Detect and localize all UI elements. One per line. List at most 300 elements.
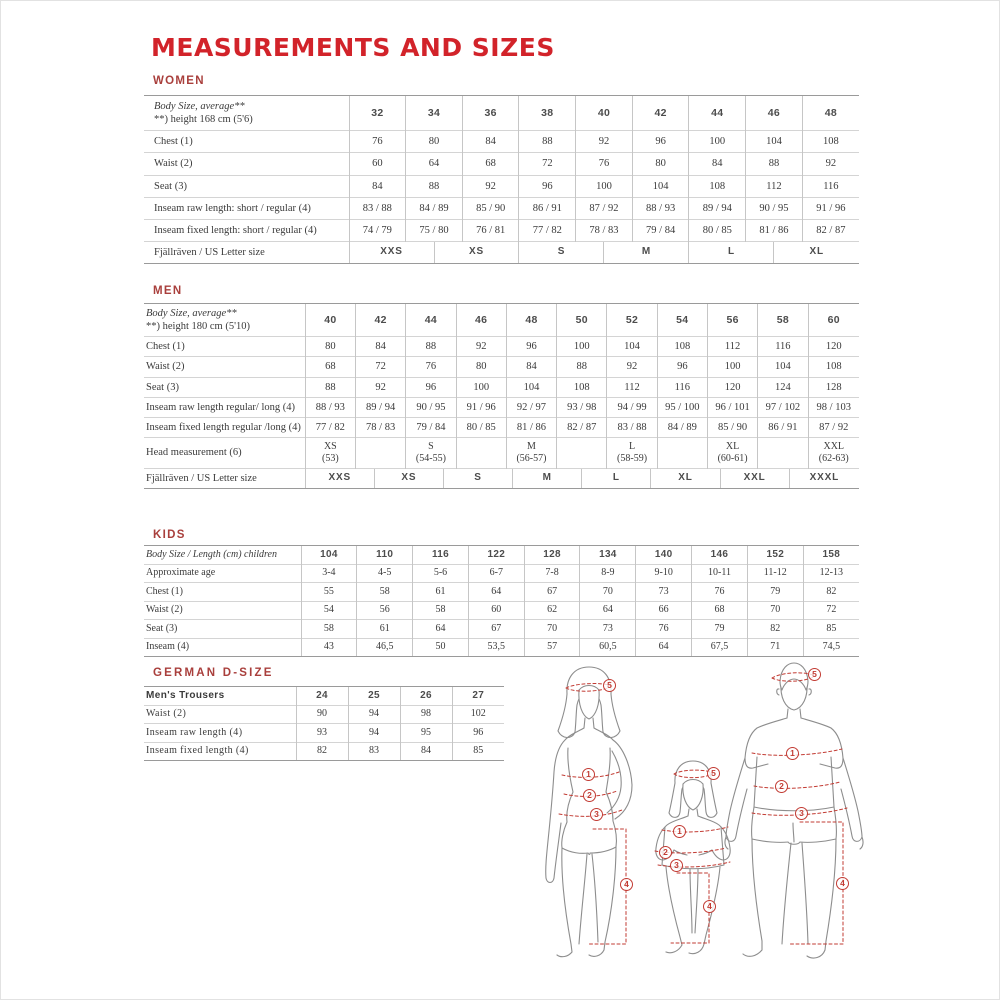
woman-chest-marker: 1 (582, 768, 595, 781)
value-cell: 80 / 85 (456, 417, 506, 437)
value-cell: 88 / 93 (632, 197, 689, 219)
value-cell: 84 / 89 (657, 417, 707, 437)
value-cell: 90 (296, 705, 348, 724)
size-cell: 32 (349, 96, 406, 131)
table-row (144, 705, 504, 724)
size-cell: 50 (557, 304, 607, 337)
value-cell: 102 (452, 705, 504, 724)
header-label (144, 96, 349, 131)
size-cell: 44 (406, 304, 456, 337)
letter-size-row (144, 468, 859, 488)
value-cell: 112 (707, 337, 757, 357)
value-cell: 95 (400, 724, 452, 743)
value-cell: 112 (607, 377, 657, 397)
value-cell: 79 (692, 620, 748, 639)
size-cell: 116 (413, 546, 469, 565)
row-label: Waist (2) (144, 357, 305, 377)
value-cell: 88 (557, 357, 607, 377)
letter-size-cell: XL (651, 468, 720, 488)
header-label: Body Size / Length (cm) children (144, 546, 301, 565)
value-cell: 86 / 91 (758, 417, 808, 437)
page-title: MEASUREMENTS AND SIZES (151, 33, 555, 62)
value-cell: 78 / 83 (576, 219, 633, 241)
value-cell: 92 (456, 337, 506, 357)
value-cell: 85 (803, 620, 859, 639)
header-label-line1: Body Size, average** (146, 308, 237, 319)
header-label-line2: **) height 180 cm (5'10) (146, 321, 250, 333)
value-cell: 68 (462, 153, 519, 175)
row-label: Inseam fixed length: short / regular (4) (144, 219, 349, 241)
kids-size-table (144, 545, 859, 657)
row-label: Inseam raw length (4) (144, 724, 296, 743)
value-cell: 81 / 86 (746, 219, 803, 241)
value-cell: 82 (803, 583, 859, 602)
value-cell: 104 (758, 357, 808, 377)
size-cell: 58 (758, 304, 808, 337)
value-cell: 64 (468, 583, 524, 602)
value-cell: 94 (348, 705, 400, 724)
letter-size-cell: XL (774, 241, 859, 263)
head-range: (62-63) (818, 452, 849, 464)
value-cell: 82 (747, 620, 803, 639)
head-size: L (628, 440, 636, 452)
head-range: (56-57) (516, 452, 547, 464)
row-label: Fjällräven / US Letter size (144, 468, 305, 488)
value-cell: 116 (657, 377, 707, 397)
head-measure-cell (758, 437, 808, 468)
value-cell: 108 (808, 357, 859, 377)
table-row (144, 131, 859, 153)
table-row (144, 601, 859, 620)
value-cell: 104 (607, 337, 657, 357)
letter-size-cell: XXL (720, 468, 789, 488)
head-size: XL (725, 440, 740, 452)
value-cell: 112 (746, 175, 803, 197)
value-cell: 90 / 95 (746, 197, 803, 219)
value-cell: 96 (506, 337, 556, 357)
value-cell: 80 (406, 131, 463, 153)
value-cell: 100 (576, 175, 633, 197)
value-cell: 83 (348, 742, 400, 761)
letter-size-cell: XXS (349, 241, 434, 263)
value-cell: 93 / 98 (557, 397, 607, 417)
value-cell: 43 (301, 638, 357, 657)
value-cell: 96 (657, 357, 707, 377)
value-cell: 90 / 95 (406, 397, 456, 417)
value-cell: 98 / 103 (808, 397, 859, 417)
value-cell: 80 (305, 337, 355, 357)
letter-size-cell: XXS (305, 468, 374, 488)
value-cell: 100 (456, 377, 506, 397)
head-measure-cell (557, 437, 607, 468)
letter-size-cell: L (689, 241, 774, 263)
size-cell: 48 (802, 96, 859, 131)
header-label: Men's Trousers (144, 687, 296, 706)
letter-size-cell: L (582, 468, 651, 488)
value-cell: 77 / 82 (305, 417, 355, 437)
value-cell: 96 (519, 175, 576, 197)
row-label: Chest (1) (144, 583, 301, 602)
row-label: Inseam raw length: short / regular (4) (144, 197, 349, 219)
value-cell: 124 (758, 377, 808, 397)
value-cell: 88 (746, 153, 803, 175)
value-cell: 54 (301, 601, 357, 620)
size-cell: 134 (580, 546, 636, 565)
value-cell: 100 (707, 357, 757, 377)
value-cell: 104 (506, 377, 556, 397)
size-cell: 34 (406, 96, 463, 131)
table-row (144, 397, 859, 417)
value-cell: 74,5 (803, 638, 859, 657)
head-range: (54-55) (415, 452, 446, 464)
size-cell: 128 (524, 546, 580, 565)
table-header-row (144, 96, 859, 131)
value-cell: 76 (406, 357, 456, 377)
table-row (144, 638, 859, 657)
head-measure-cell (305, 437, 355, 468)
value-cell: 86 / 91 (519, 197, 576, 219)
value-cell: 84 (462, 131, 519, 153)
value-cell: 76 (636, 620, 692, 639)
value-cell: 96 / 101 (707, 397, 757, 417)
head-range: (60-61) (717, 452, 748, 464)
value-cell: 80 / 85 (689, 219, 746, 241)
value-cell: 64 (580, 601, 636, 620)
value-cell: 72 (355, 357, 405, 377)
size-cell: 25 (348, 687, 400, 706)
value-cell: 66 (636, 601, 692, 620)
value-cell: 82 / 87 (802, 219, 859, 241)
child-chest-marker: 1 (673, 825, 686, 838)
value-cell: 73 (636, 583, 692, 602)
value-cell: 68 (692, 601, 748, 620)
row-label: Chest (1) (144, 337, 305, 357)
table-row (144, 197, 859, 219)
size-cell: 27 (452, 687, 504, 706)
head-size: XXL (823, 440, 845, 452)
value-cell: 88 (406, 337, 456, 357)
table-header-row (144, 687, 504, 706)
row-label: Chest (1) (144, 131, 349, 153)
row-label: Seat (3) (144, 377, 305, 397)
value-cell: 72 (803, 601, 859, 620)
value-cell: 82 / 87 (557, 417, 607, 437)
size-cell: 56 (707, 304, 757, 337)
table-row (144, 337, 859, 357)
value-cell: 73 (580, 620, 636, 639)
man-head-marker: 5 (808, 668, 821, 681)
value-cell: 116 (802, 175, 859, 197)
row-label: Head measurement (6) (144, 437, 305, 468)
woman-head-marker: 5 (603, 679, 616, 692)
value-cell: 104 (632, 175, 689, 197)
value-cell: 77 / 82 (519, 219, 576, 241)
value-cell: 61 (413, 583, 469, 602)
size-cell: 42 (355, 304, 405, 337)
head-measure-cell (657, 437, 707, 468)
value-cell: 75 / 80 (406, 219, 463, 241)
value-cell: 62 (524, 601, 580, 620)
value-cell: 74 / 79 (349, 219, 406, 241)
value-cell: 104 (746, 131, 803, 153)
value-cell: 58 (413, 601, 469, 620)
value-cell: 85 / 90 (707, 417, 757, 437)
row-label: Seat (3) (144, 620, 301, 639)
value-cell: 120 (808, 337, 859, 357)
value-cell: 96 (452, 724, 504, 743)
value-cell: 91 / 96 (456, 397, 506, 417)
value-cell: 128 (808, 377, 859, 397)
child-seat-marker: 3 (670, 859, 683, 872)
value-cell: 9-10 (636, 564, 692, 583)
value-cell: 71 (747, 638, 803, 657)
head-measure-cell (456, 437, 506, 468)
value-cell: 5-6 (413, 564, 469, 583)
value-cell: 4-5 (357, 564, 413, 583)
value-cell: 70 (580, 583, 636, 602)
value-cell: 70 (524, 620, 580, 639)
value-cell: 100 (689, 131, 746, 153)
value-cell: 76 (692, 583, 748, 602)
value-cell: 85 / 90 (462, 197, 519, 219)
header-label-line2: **) height 168 cm (5'6) (154, 114, 253, 126)
value-cell: 55 (301, 583, 357, 602)
table-header-row (144, 546, 859, 565)
value-cell: 60,5 (580, 638, 636, 657)
table-row (144, 583, 859, 602)
size-cell: 110 (357, 546, 413, 565)
size-cell: 46 (456, 304, 506, 337)
value-cell: 83 / 88 (607, 417, 657, 437)
value-cell: 88 / 93 (305, 397, 355, 417)
section-heading-kids: KIDS (153, 529, 186, 541)
value-cell: 88 (406, 175, 463, 197)
size-cell: 36 (462, 96, 519, 131)
value-cell: 87 / 92 (576, 197, 633, 219)
head-measure-cell (808, 437, 859, 468)
value-cell: 67 (524, 583, 580, 602)
woman-figure (546, 667, 632, 957)
value-cell: 100 (557, 337, 607, 357)
value-cell: 94 / 99 (607, 397, 657, 417)
german-d-size-table (144, 686, 504, 761)
figures-drawing (541, 661, 893, 993)
value-cell: 91 / 96 (802, 197, 859, 219)
value-cell: 61 (357, 620, 413, 639)
letter-size-cell: XS (434, 241, 519, 263)
value-cell: 84 (689, 153, 746, 175)
value-cell: 79 / 84 (632, 219, 689, 241)
value-cell: 80 (456, 357, 506, 377)
size-cell: 46 (746, 96, 803, 131)
value-cell: 76 (349, 131, 406, 153)
size-cell: 26 (400, 687, 452, 706)
value-cell: 7-8 (524, 564, 580, 583)
value-cell: 108 (802, 131, 859, 153)
value-cell: 76 (576, 153, 633, 175)
value-cell: 87 / 92 (808, 417, 859, 437)
size-cell: 146 (692, 546, 748, 565)
value-cell: 85 (452, 742, 504, 761)
head-measure-cell (406, 437, 456, 468)
value-cell: 60 (349, 153, 406, 175)
head-measure-row (144, 437, 859, 468)
value-cell: 97 / 102 (758, 397, 808, 417)
value-cell: 10-11 (692, 564, 748, 583)
value-cell: 6-7 (468, 564, 524, 583)
value-cell: 8-9 (580, 564, 636, 583)
woman-waist-marker: 2 (583, 789, 596, 802)
value-cell: 92 (462, 175, 519, 197)
size-cell: 40 (305, 304, 355, 337)
value-cell: 88 (305, 377, 355, 397)
size-cell: 44 (689, 96, 746, 131)
head-size: M (527, 440, 536, 452)
value-cell: 96 (406, 377, 456, 397)
row-label: Inseam fixed length (4) (144, 742, 296, 761)
value-cell: 94 (348, 724, 400, 743)
value-cell: 60 (468, 601, 524, 620)
section-heading-men: MEN (153, 285, 183, 297)
man-seat-marker: 3 (795, 807, 808, 820)
table-row (144, 153, 859, 175)
size-cell: 140 (636, 546, 692, 565)
size-cell: 24 (296, 687, 348, 706)
size-cell: 152 (747, 546, 803, 565)
head-range: (58-59) (617, 452, 648, 464)
size-cell: 38 (519, 96, 576, 131)
value-cell: 84 (400, 742, 452, 761)
size-cell: 54 (657, 304, 707, 337)
man-chest-marker: 1 (786, 747, 799, 760)
value-cell: 108 (689, 175, 746, 197)
value-cell: 98 (400, 705, 452, 724)
value-cell: 108 (657, 337, 707, 357)
value-cell: 92 / 97 (506, 397, 556, 417)
table-row (144, 175, 859, 197)
value-cell: 72 (519, 153, 576, 175)
value-cell: 84 / 89 (406, 197, 463, 219)
size-cell: 122 (468, 546, 524, 565)
men-size-table (144, 303, 859, 489)
section-heading-women: WOMEN (153, 75, 205, 87)
value-cell: 68 (305, 357, 355, 377)
table-row (144, 417, 859, 437)
head-size: S (428, 440, 434, 452)
value-cell: 56 (357, 601, 413, 620)
child-waist-marker: 2 (659, 846, 672, 859)
value-cell: 84 (355, 337, 405, 357)
value-cell: 76 / 81 (462, 219, 519, 241)
row-label: Fjällräven / US Letter size (144, 241, 349, 263)
value-cell: 58 (357, 583, 413, 602)
women-size-table (144, 95, 859, 264)
row-label: Waist (2) (144, 153, 349, 175)
value-cell: 58 (301, 620, 357, 639)
head-size: XS (323, 440, 337, 452)
value-cell: 46,5 (357, 638, 413, 657)
value-cell: 78 / 83 (355, 417, 405, 437)
value-cell: 64 (406, 153, 463, 175)
value-cell: 89 / 94 (689, 197, 746, 219)
row-label: Inseam raw length regular/ long (4) (144, 397, 305, 417)
value-cell: 57 (524, 638, 580, 657)
letter-size-cell: XS (374, 468, 443, 488)
man-figure (725, 663, 863, 958)
letter-size-cell: M (604, 241, 689, 263)
woman-inseam-marker: 4 (620, 878, 633, 891)
section-heading-german-d-size: GERMAN D-SIZE (153, 667, 274, 679)
row-label: Inseam (4) (144, 638, 301, 657)
value-cell: 96 (632, 131, 689, 153)
table-row (144, 357, 859, 377)
value-cell: 53,5 (468, 638, 524, 657)
value-cell: 82 (296, 742, 348, 761)
size-cell: 60 (808, 304, 859, 337)
value-cell: 92 (802, 153, 859, 175)
table-row (144, 724, 504, 743)
woman-seat-marker: 3 (590, 808, 603, 821)
value-cell: 81 / 86 (506, 417, 556, 437)
table-row (144, 564, 859, 583)
size-cell: 52 (607, 304, 657, 337)
table-row (144, 219, 859, 241)
value-cell: 92 (607, 357, 657, 377)
value-cell: 88 (519, 131, 576, 153)
letter-size-cell: XXXL (789, 468, 859, 488)
table-row (144, 742, 504, 761)
child-inseam-marker: 4 (703, 900, 716, 913)
table-row (144, 377, 859, 397)
table-header-row (144, 304, 859, 337)
value-cell: 84 (506, 357, 556, 377)
value-cell: 3-4 (301, 564, 357, 583)
row-label: Approximate age (144, 564, 301, 583)
value-cell: 80 (632, 153, 689, 175)
value-cell: 92 (576, 131, 633, 153)
letter-size-cell: S (519, 241, 604, 263)
value-cell: 64 (413, 620, 469, 639)
value-cell: 70 (747, 601, 803, 620)
value-cell: 93 (296, 724, 348, 743)
row-label: Seat (3) (144, 175, 349, 197)
value-cell: 108 (557, 377, 607, 397)
value-cell: 89 / 94 (355, 397, 405, 417)
size-cell: 104 (301, 546, 357, 565)
size-cell: 48 (506, 304, 556, 337)
row-label: Inseam fixed length regular /long (4) (144, 417, 305, 437)
value-cell: 12-13 (803, 564, 859, 583)
value-cell: 116 (758, 337, 808, 357)
row-label: Waist (2) (144, 705, 296, 724)
row-label: Waist (2) (144, 601, 301, 620)
head-measure-cell (607, 437, 657, 468)
letter-size-cell: S (443, 468, 512, 488)
value-cell: 92 (355, 377, 405, 397)
measurement-figures-illustration (541, 661, 893, 993)
head-range: (53) (322, 452, 339, 464)
header-label-line1: Body Size, average** (154, 101, 245, 112)
value-cell: 11-12 (747, 564, 803, 583)
size-cell: 42 (632, 96, 689, 131)
value-cell: 67 (468, 620, 524, 639)
size-cell: 40 (576, 96, 633, 131)
value-cell: 95 / 100 (657, 397, 707, 417)
value-cell: 67,5 (692, 638, 748, 657)
head-measure-cell (355, 437, 405, 468)
value-cell: 84 (349, 175, 406, 197)
head-measure-cell (506, 437, 556, 468)
